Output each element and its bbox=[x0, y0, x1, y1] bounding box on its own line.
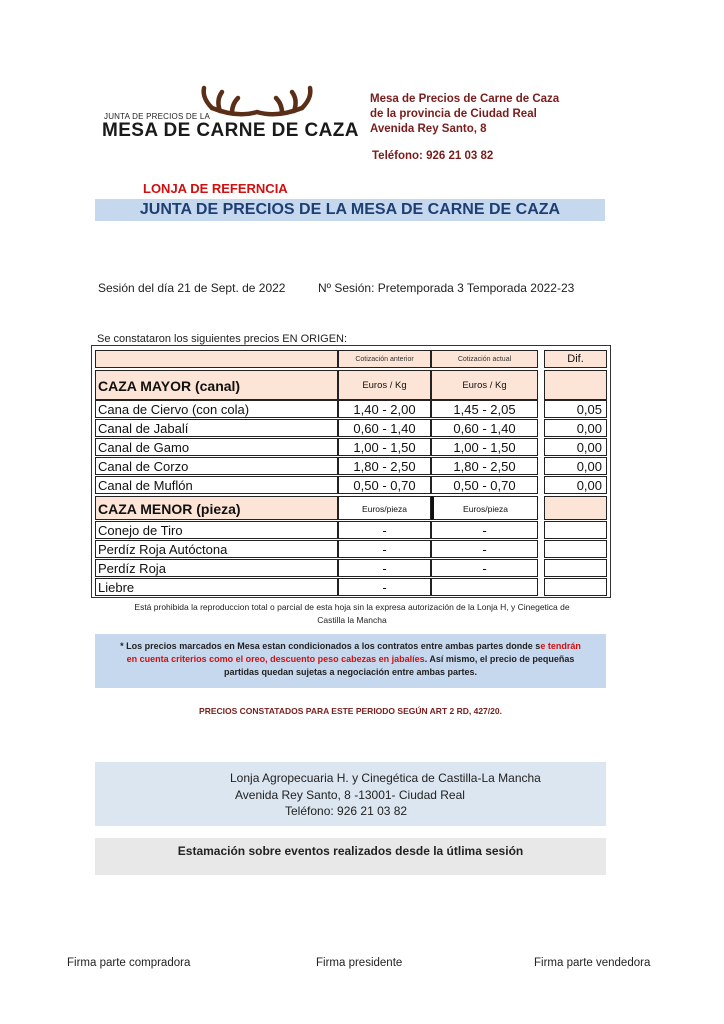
caza-menor-unit-curr: Euros/pieza bbox=[431, 496, 538, 520]
table-row bbox=[95, 559, 607, 577]
item-curr: 0,50 - 0,70 bbox=[431, 476, 538, 494]
article-text: PRECIOS CONSTATADOS PARA ESTE PERIODO SEGÚN ART 2 RD, 427/20. bbox=[199, 706, 502, 716]
table-row bbox=[95, 457, 607, 475]
item-prev: - bbox=[338, 540, 431, 558]
item-prev: 0,60 - 1,40 bbox=[338, 419, 431, 437]
signature-seller: Firma parte vendedora bbox=[534, 957, 651, 969]
item-prev: - bbox=[338, 521, 431, 539]
caza-menor-unit-prev: Euros/pieza bbox=[338, 496, 431, 520]
caza-menor-header bbox=[95, 496, 607, 520]
item-prev: 1,00 - 1,50 bbox=[338, 438, 431, 456]
table-row bbox=[95, 578, 607, 596]
item-prev: - bbox=[338, 559, 431, 577]
logo-small-text: JUNTA DE PRECIOS DE LA bbox=[104, 112, 211, 121]
item-name: Liebre bbox=[95, 578, 338, 596]
table-row bbox=[95, 540, 607, 558]
item-name: Conejo de Tiro bbox=[95, 521, 338, 539]
item-dif bbox=[544, 578, 607, 596]
item-dif: 0,00 bbox=[544, 457, 607, 475]
item-name: Canal de Jabalí bbox=[95, 419, 338, 437]
lonja-line-3: Teléfono: 926 21 03 82 bbox=[285, 804, 408, 818]
item-dif: 0,00 bbox=[544, 419, 607, 437]
caza-mayor-unit-curr: Euros / Kg bbox=[431, 370, 538, 400]
prohibition-line-1: Está prohibida la reproduccion total o parcial de esta hoja sin la expresa autorización de la Lonja H, y Cinegetica de bbox=[134, 602, 570, 612]
table-row bbox=[95, 400, 607, 418]
contact-line-3: Avenida Rey Santo, 8 bbox=[370, 123, 487, 135]
item-prev: 0,50 - 0,70 bbox=[338, 476, 431, 494]
item-prev: 1,80 - 2,50 bbox=[338, 457, 431, 475]
antlers-icon bbox=[192, 84, 322, 118]
caza-mayor-title: CAZA MAYOR (canal) bbox=[95, 370, 338, 400]
note-part-1: * Los precios marcados en Mesa estan condicionados a los contratos entre ambas partes donde s bbox=[120, 641, 541, 651]
note-part-2: e tendrán bbox=[540, 641, 581, 651]
signature-president: Firma presidente bbox=[316, 957, 403, 969]
item-curr: - bbox=[431, 540, 538, 558]
item-dif: 0,00 bbox=[544, 476, 607, 494]
item-name: Canal de Muflón bbox=[95, 476, 338, 494]
item-dif: 0,00 bbox=[544, 438, 607, 456]
header-curr: Cotización actual bbox=[431, 350, 538, 368]
signature-buyer: Firma parte compradora bbox=[67, 957, 191, 969]
caza-mayor-unit-prev: Euros / Kg bbox=[338, 370, 431, 400]
item-name: Canal de Corzo bbox=[95, 457, 338, 475]
item-curr: 1,45 - 2,05 bbox=[431, 400, 538, 418]
logo-title: MESA DE CARNE DE CAZA bbox=[102, 120, 359, 141]
item-prev: - bbox=[338, 578, 431, 596]
header-dif: Dif. bbox=[544, 350, 607, 368]
prohibition-text bbox=[92, 601, 612, 627]
table-row bbox=[95, 521, 607, 539]
session-date: Sesión del día 21 de Sept. de 2022 bbox=[98, 281, 286, 295]
note-part-5: partidas quedan sujetas a negociación entre ambas partes. bbox=[223, 667, 478, 677]
item-name: Cana de Ciervo (con cola) bbox=[95, 400, 338, 418]
prohibition-line-2: Castilla la Mancha bbox=[317, 615, 387, 625]
table-row bbox=[95, 476, 607, 494]
note-part-3: en cuenta criterios como el oreo, descuento peso cabezas en jabalíes bbox=[126, 654, 425, 664]
header-prev: Cotización anterior bbox=[338, 350, 431, 368]
caza-menor-dif-blank bbox=[544, 496, 607, 520]
lonja-line-1: Lonja Agropecuaria H. y Cinegética de Castilla-La Mancha bbox=[230, 771, 541, 785]
table-header-row bbox=[95, 350, 607, 368]
item-curr: - bbox=[431, 559, 538, 577]
item-name: Canal de Gamo bbox=[95, 438, 338, 456]
contact-phone: Teléfono: 926 21 03 82 bbox=[372, 150, 494, 162]
logo bbox=[100, 84, 359, 144]
item-curr: - bbox=[431, 521, 538, 539]
lonja-line-2: Avenida Rey Santo, 8 -13001- Ciudad Real bbox=[235, 788, 465, 802]
table-row bbox=[95, 438, 607, 456]
item-curr: 1,80 - 2,50 bbox=[431, 457, 538, 475]
caza-mayor-header bbox=[95, 370, 607, 400]
lonja-info-box bbox=[95, 762, 606, 826]
caza-mayor-dif-blank bbox=[544, 370, 607, 400]
session-number: Nº Sesión: Pretemporada 3 Temporada 2022-23 bbox=[318, 281, 575, 295]
item-curr: 1,00 - 1,50 bbox=[431, 438, 538, 456]
caza-menor-title: CAZA MENOR (pieza) bbox=[95, 496, 338, 520]
contact-line-1: Mesa de Precios de Carne de Caza bbox=[370, 93, 560, 105]
item-curr: 0,60 - 1,40 bbox=[431, 419, 538, 437]
lonja-title: LONJA DE REFERNCIA bbox=[143, 181, 288, 196]
item-curr bbox=[431, 578, 538, 596]
conditions-note bbox=[95, 634, 606, 688]
item-name: Perdíz Roja bbox=[95, 559, 338, 577]
item-dif: 0,05 bbox=[544, 400, 607, 418]
item-dif bbox=[544, 540, 607, 558]
junta-title: JUNTA DE PRECIOS DE LA MESA DE CARNE DE CAZA bbox=[95, 199, 605, 221]
note-part-4: . Así mismo, el precio de pequeñas bbox=[424, 654, 575, 664]
table-row bbox=[95, 419, 607, 437]
constat-text: Se constataron los siguientes precios EN ORIGEN: bbox=[97, 333, 348, 345]
estimation-box: Estamación sobre eventos realizados desde la útlima sesión bbox=[95, 838, 606, 875]
contact-line-2: de la provincia de Ciudad Real bbox=[370, 108, 537, 120]
item-prev: 1,40 - 2,00 bbox=[338, 400, 431, 418]
item-dif bbox=[544, 559, 607, 577]
contact-address bbox=[370, 92, 559, 137]
item-name: Perdíz Roja Autóctona bbox=[95, 540, 338, 558]
header-blank bbox=[95, 350, 338, 368]
item-dif bbox=[544, 521, 607, 539]
